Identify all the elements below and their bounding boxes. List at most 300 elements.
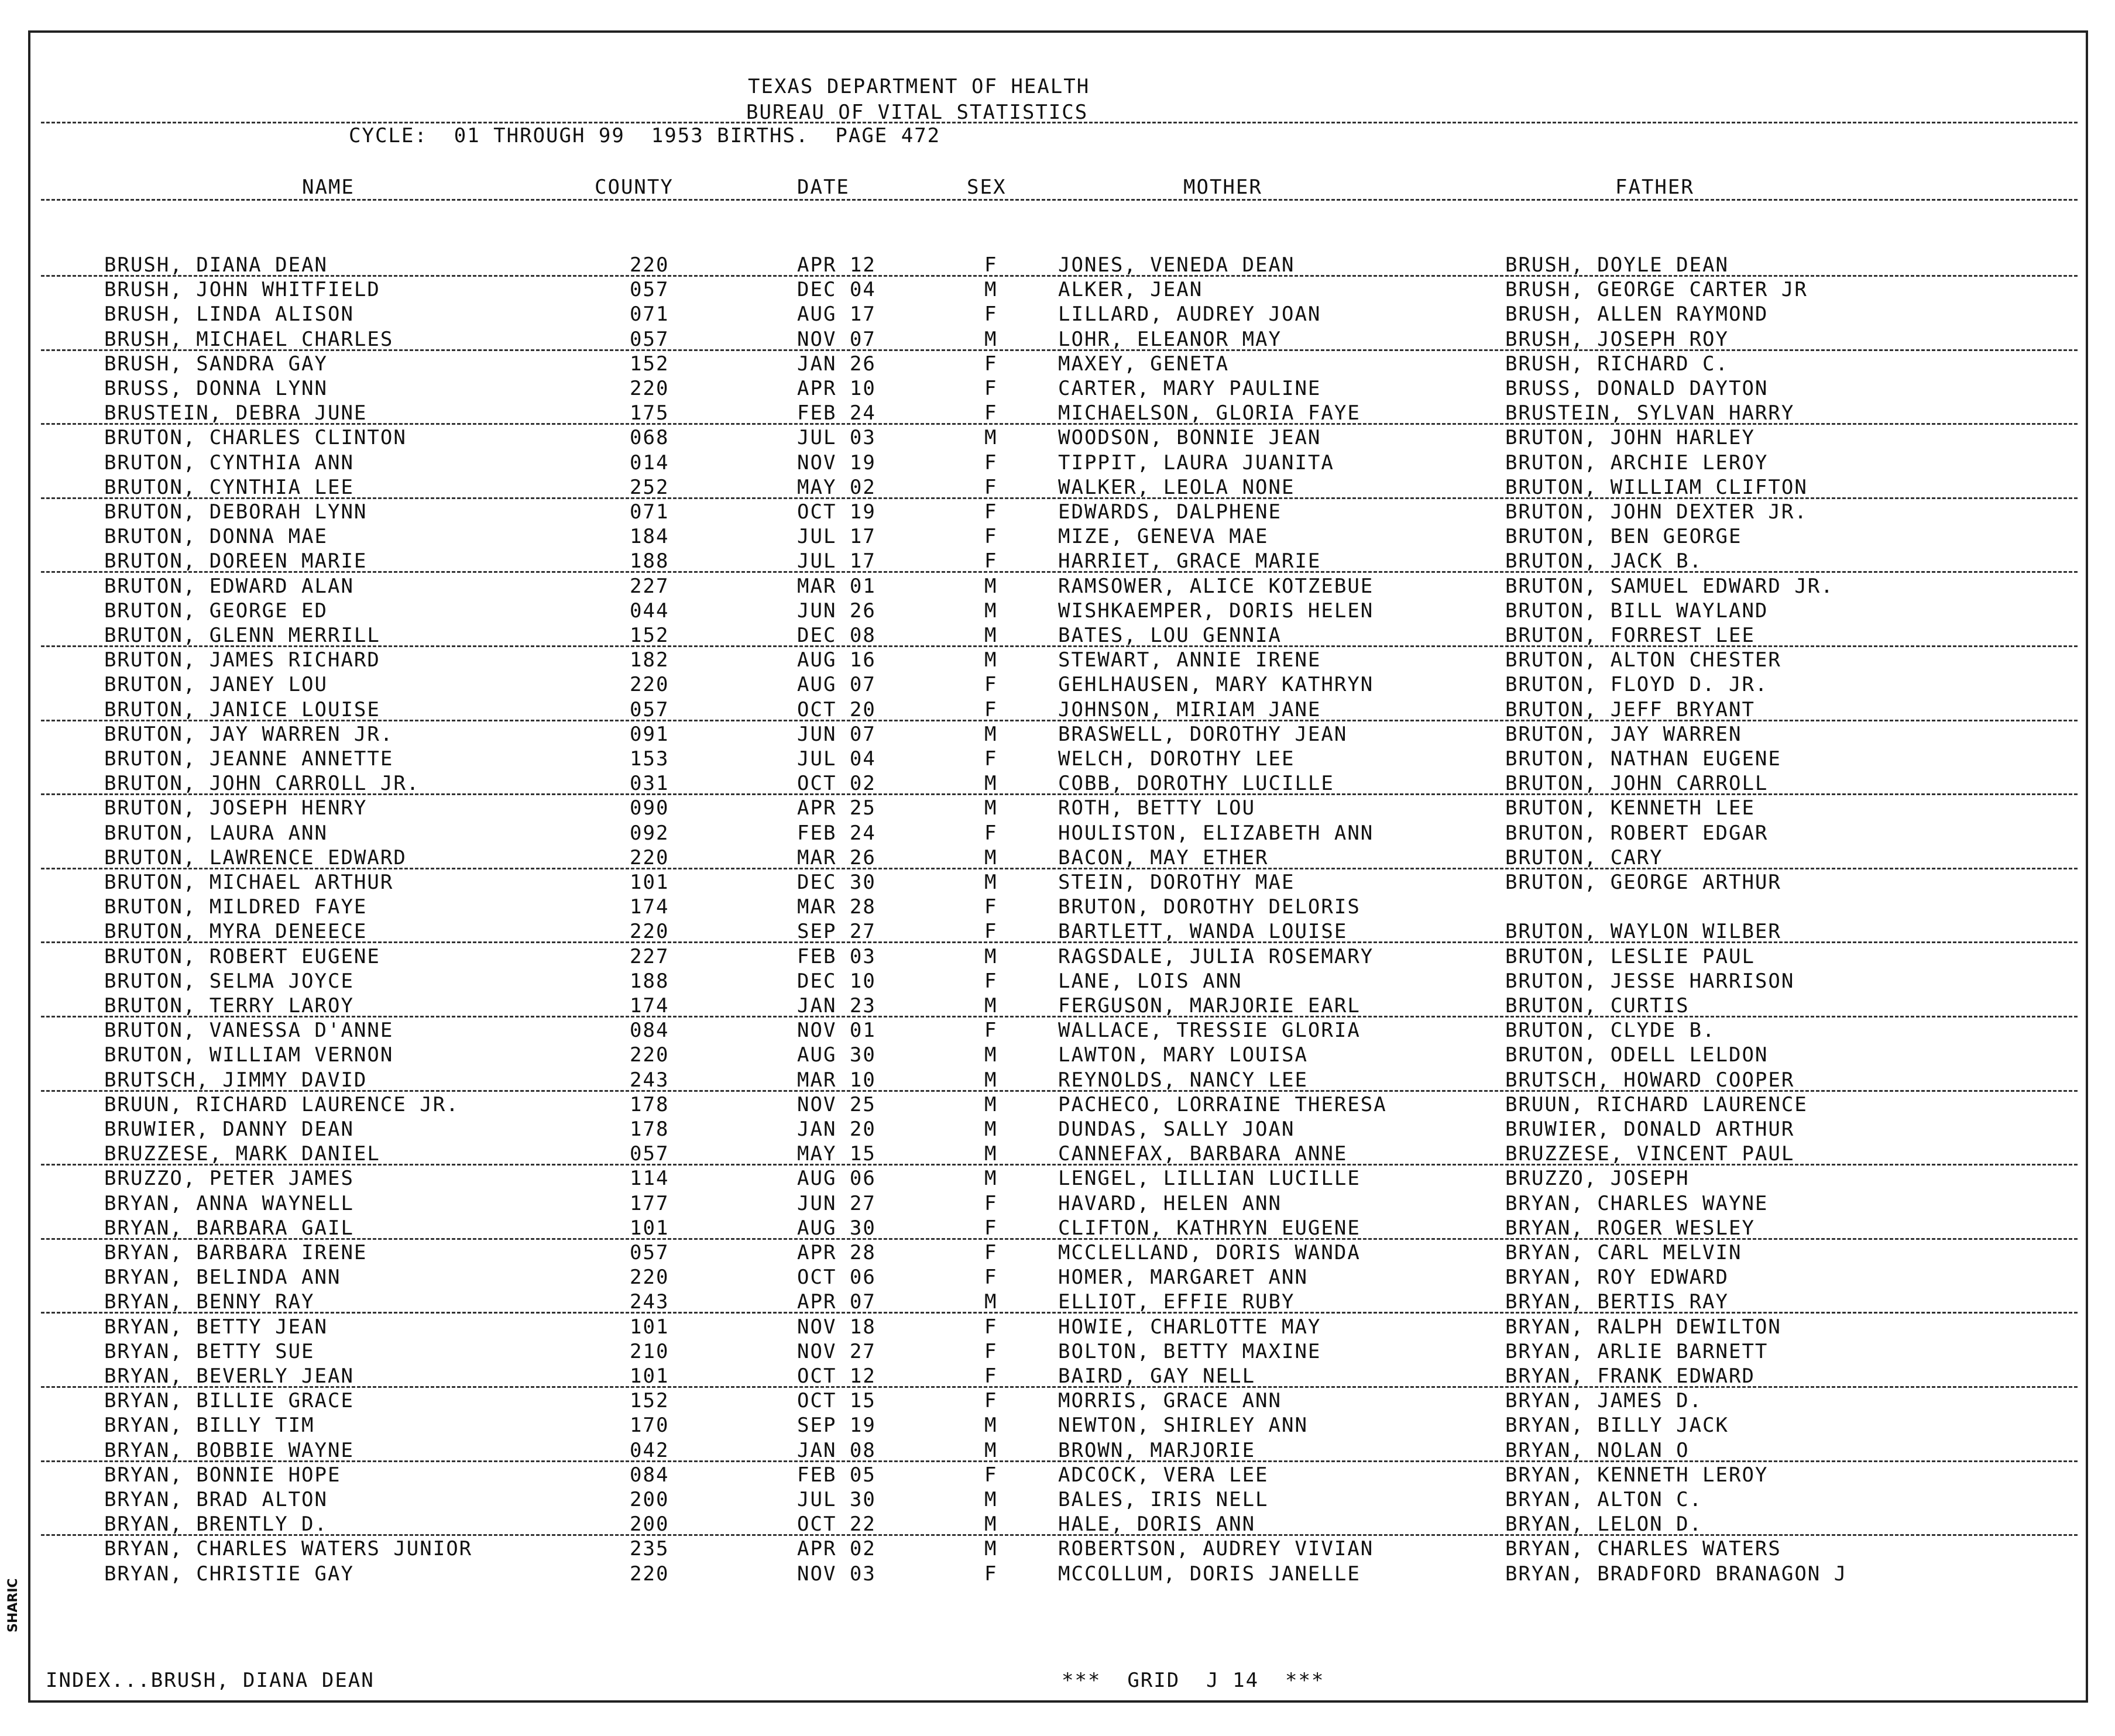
row-group-rule [41, 1238, 2078, 1240]
record-row [0, 1092, 2115, 1117]
record-date: JUN 27 [797, 1192, 876, 1215]
record-date: FEB 24 [797, 401, 876, 425]
record-row [0, 1240, 2115, 1265]
record-date: MAR 01 [797, 575, 876, 598]
record-row [0, 1315, 2115, 1339]
record-mother: TIPPIT, LAURA JUANITA [1058, 451, 1334, 475]
record-father: BRYAN, NOLAN O [1505, 1439, 1690, 1462]
record-date: OCT 22 [797, 1512, 876, 1536]
record-row [0, 944, 2115, 969]
record-name: BRUTON, JOHN CARROLL JR. [104, 772, 420, 795]
record-sex: M [984, 1093, 998, 1116]
record-father: BRUTON, WAYLON WILBER [1505, 920, 1781, 943]
record-mother: REYNOLDS, NANCY LEE [1058, 1068, 1308, 1092]
record-name: BRYAN, BELINDA ANN [104, 1266, 341, 1289]
record-sex: F [984, 352, 998, 376]
record-mother: CARTER, MARY PAULINE [1058, 377, 1321, 400]
grid-footer: *** GRID J 14 *** [1062, 1669, 1325, 1692]
record-name: BRUTON, LAWRENCE EDWARD [104, 846, 407, 869]
record-mother: CANNEFAX, BARBARA ANNE [1058, 1142, 1348, 1166]
record-mother: MAXEY, GENETA [1058, 352, 1230, 376]
record-county: 220 [630, 253, 669, 277]
record-name: BRUTON, VANESSA D'ANNE [104, 1019, 394, 1042]
record-name: BRUTON, CYNTHIA ANN [104, 451, 354, 475]
record-row [0, 697, 2115, 722]
record-date: JAN 08 [797, 1439, 876, 1462]
record-row [0, 1018, 2115, 1043]
record-county: 177 [630, 1192, 669, 1215]
record-mother: HARRIET, GRACE MARIE [1058, 549, 1321, 573]
row-group-rule [41, 497, 2078, 499]
record-row [0, 722, 2115, 747]
record-father: BRUTON, ROBERT EDGAR [1505, 821, 1769, 845]
record-mother: MICHAELSON, GLORIA FAYE [1058, 401, 1361, 425]
record-row [0, 969, 2115, 994]
record-row [0, 672, 2115, 697]
record-county: 170 [630, 1414, 669, 1437]
record-sex: M [984, 426, 998, 449]
record-mother: MCCLELLAND, DORIS WANDA [1058, 1241, 1361, 1264]
record-name: BRUSH, LINDA ALISON [104, 302, 354, 326]
record-sex: F [984, 1019, 998, 1042]
record-father: BRUTON, ODELL LELDON [1505, 1043, 1769, 1067]
record-date: AUG 17 [797, 302, 876, 326]
record-father: BRUTON, GEORGE ARTHUR [1505, 871, 1781, 894]
record-name: BRUTON, CHARLES CLINTON [104, 426, 407, 449]
column-header-date: DATE [797, 176, 850, 199]
record-name: BRUTON, JAMES RICHARD [104, 648, 380, 672]
record-county: 174 [630, 994, 669, 1017]
record-name: BRUTON, MICHAEL ARTHUR [104, 871, 394, 894]
record-sex: M [984, 624, 998, 647]
record-date: JAN 20 [797, 1118, 876, 1141]
record-date: JUL 17 [797, 549, 876, 573]
record-county: 044 [630, 599, 669, 623]
record-county: 057 [630, 1142, 669, 1166]
record-date: SEP 19 [797, 1414, 876, 1437]
record-father: BRUTON, JAY WARREN [1505, 723, 1742, 746]
record-county: 101 [630, 1364, 669, 1388]
record-date: NOV 27 [797, 1340, 876, 1363]
record-mother: MIZE, GENEVA MAE [1058, 525, 1269, 548]
record-name: BRUSH, SANDRA GAY [104, 352, 328, 376]
record-county: 071 [630, 500, 669, 524]
record-mother: BRUTON, DOROTHY DELORIS [1058, 895, 1361, 919]
record-father: BRUSTEIN, SYLVAN HARRY [1505, 401, 1795, 425]
record-father: BRYAN, ARLIE BARNETT [1505, 1340, 1769, 1363]
record-row [0, 994, 2115, 1018]
record-county: 243 [630, 1290, 669, 1314]
record-father: BRUSH, ALLEN RAYMOND [1505, 302, 1769, 326]
record-father: BRUTON, CLYDE B. [1505, 1019, 1716, 1042]
row-group-rule [41, 868, 2078, 869]
record-row [0, 352, 2115, 376]
record-row [0, 1290, 2115, 1314]
record-row [0, 623, 2115, 648]
record-county: 071 [630, 302, 669, 326]
record-sex: F [984, 302, 998, 326]
record-date: DEC 30 [797, 871, 876, 894]
record-row [0, 747, 2115, 771]
record-mother: ROTH, BETTY LOU [1058, 796, 1256, 820]
record-county: 220 [630, 377, 669, 400]
record-county: 153 [630, 747, 669, 771]
record-sex: F [984, 1389, 998, 1412]
record-father: BRUTON, ARCHIE LEROY [1505, 451, 1769, 475]
record-date: MAY 02 [797, 476, 876, 499]
record-sex: F [984, 1266, 998, 1289]
record-county: 152 [630, 624, 669, 647]
record-father: BRUUN, RICHARD LAURENCE [1505, 1093, 1808, 1116]
record-name: BRUTON, WILLIAM VERNON [104, 1043, 394, 1067]
record-sex: F [984, 1562, 998, 1586]
record-row [0, 1487, 2115, 1512]
record-mother: BALES, IRIS NELL [1058, 1488, 1269, 1511]
record-row [0, 599, 2115, 623]
record-name: BRUTON, JANICE LOUISE [104, 698, 380, 721]
record-name: BRYAN, BOBBIE WAYNE [104, 1439, 354, 1462]
record-name: BRUTON, JANEY LOU [104, 673, 328, 696]
record-row [0, 277, 2115, 302]
record-name: BRUTON, ROBERT EUGENE [104, 945, 380, 968]
record-mother: COBB, DOROTHY LUCILLE [1058, 772, 1334, 795]
record-sex: F [984, 1241, 998, 1264]
record-sex: M [984, 772, 998, 795]
record-county: 114 [630, 1167, 669, 1190]
row-group-rule [41, 275, 2078, 277]
record-sex: F [984, 1340, 998, 1363]
record-county: 057 [630, 1241, 669, 1264]
record-row [0, 425, 2115, 450]
record-date: JUL 04 [797, 747, 876, 771]
record-date: MAR 28 [797, 895, 876, 919]
record-row [0, 845, 2115, 870]
record-father: BRUTON, WILLIAM CLIFTON [1505, 476, 1808, 499]
record-father: BRUTSCH, HOWARD COOPER [1505, 1068, 1795, 1092]
record-date: NOV 07 [797, 328, 876, 351]
record-date: MAR 26 [797, 846, 876, 869]
record-county: 235 [630, 1537, 669, 1560]
record-mother: LENGEL, LILLIAN LUCILLE [1058, 1167, 1361, 1190]
record-father: BRUSH, RICHARD C. [1505, 352, 1729, 376]
record-sex: F [984, 673, 998, 696]
record-mother: HAVARD, HELEN ANN [1058, 1192, 1282, 1215]
record-sex: M [984, 599, 998, 623]
record-county: 227 [630, 575, 669, 598]
record-date: JAN 26 [797, 352, 876, 376]
record-mother: RAMSOWER, ALICE KOTZEBUE [1058, 575, 1374, 598]
record-mother: GEHLHAUSEN, MARY KATHRYN [1058, 673, 1374, 696]
record-father: BRYAN, CARL MELVIN [1505, 1241, 1742, 1264]
record-sex: F [984, 1192, 998, 1215]
record-mother: WISHKAEMPER, DORIS HELEN [1058, 599, 1374, 623]
record-row [0, 919, 2115, 944]
record-father: BRUTON, FORREST LEE [1505, 624, 1755, 647]
record-date: AUG 16 [797, 648, 876, 672]
record-sex: F [984, 401, 998, 425]
record-father: BRUTON, ALTON CHESTER [1505, 648, 1781, 672]
bureau-title: BUREAU OF VITAL STATISTICS [746, 101, 1089, 124]
record-date: AUG 30 [797, 1043, 876, 1067]
record-county: 252 [630, 476, 669, 499]
record-name: BRUTSCH, JIMMY DAVID [104, 1068, 368, 1092]
record-father: BRUTON, LESLIE PAUL [1505, 945, 1755, 968]
record-father: BRUTON, JOHN HARLEY [1505, 426, 1755, 449]
record-row [0, 1265, 2115, 1290]
record-name: BRUTON, GEORGE ED [104, 599, 328, 623]
record-sex: M [984, 278, 998, 301]
record-row [0, 1388, 2115, 1413]
record-row [0, 1043, 2115, 1067]
record-county: 220 [630, 1043, 669, 1067]
row-group-rule [41, 423, 2078, 425]
record-date: OCT 12 [797, 1364, 876, 1388]
record-father: BRUTON, BILL WAYLAND [1505, 599, 1769, 623]
record-sex: M [984, 575, 998, 598]
record-row [0, 1166, 2115, 1191]
row-group-rule [41, 793, 2078, 795]
record-row [0, 1142, 2115, 1166]
record-sex: M [984, 846, 998, 869]
row-group-rule [41, 1460, 2078, 1462]
record-name: BRYAN, BARBARA IRENE [104, 1241, 368, 1264]
record-father: BRYAN, JAMES D. [1505, 1389, 1703, 1412]
record-county: 090 [630, 796, 669, 820]
record-mother: WALKER, LEOLA NONE [1058, 476, 1295, 499]
row-group-rule [41, 720, 2078, 721]
record-date: MAR 10 [797, 1068, 876, 1092]
record-county: 031 [630, 772, 669, 795]
record-row [0, 796, 2115, 820]
record-name: BRYAN, BEVERLY JEAN [104, 1364, 354, 1388]
record-sex: M [984, 328, 998, 351]
record-name: BRUTON, TERRY LAROY [104, 994, 354, 1017]
record-father: BRYAN, ROGER WESLEY [1505, 1216, 1755, 1240]
record-date: APR 10 [797, 377, 876, 400]
record-county: 101 [630, 1216, 669, 1240]
record-county: 175 [630, 401, 669, 425]
record-father: BRUSH, GEORGE CARTER JR [1505, 278, 1808, 301]
record-row [0, 500, 2115, 524]
record-sex: M [984, 1290, 998, 1314]
record-date: APR 28 [797, 1241, 876, 1264]
record-county: 057 [630, 278, 669, 301]
record-mother: ELLIOT, EFFIE RUBY [1058, 1290, 1295, 1314]
record-date: APR 25 [797, 796, 876, 820]
record-date: DEC 10 [797, 970, 876, 993]
record-mother: ROBERTSON, AUDREY VIVIAN [1058, 1537, 1374, 1560]
record-county: 200 [630, 1488, 669, 1511]
record-father: BRYAN, CHARLES WATERS [1505, 1537, 1781, 1560]
record-father: BRYAN, LELON D. [1505, 1512, 1703, 1536]
record-county: 057 [630, 328, 669, 351]
record-row [0, 451, 2115, 475]
record-sex: M [984, 1512, 998, 1536]
record-date: FEB 03 [797, 945, 876, 968]
record-date: JUN 26 [797, 599, 876, 623]
record-row [0, 302, 2115, 326]
record-name: BRUTON, MILDRED FAYE [104, 895, 368, 919]
record-name: BRUTON, EDWARD ALAN [104, 575, 354, 598]
row-group-rule [41, 1016, 2078, 1017]
record-date: AUG 30 [797, 1216, 876, 1240]
record-mother: BACON, MAY ETHER [1058, 846, 1269, 869]
row-group-rule [41, 1534, 2078, 1536]
record-mother: EDWARDS, DALPHENE [1058, 500, 1282, 524]
record-mother: WELCH, DOROTHY LEE [1058, 747, 1295, 771]
record-name: BRUWIER, DANNY DEAN [104, 1118, 354, 1141]
record-name: BRYAN, ANNA WAYNELL [104, 1192, 354, 1215]
record-name: BRYAN, BETTY SUE [104, 1340, 315, 1363]
column-header-county: COUNTY [595, 176, 674, 199]
header-rule-top [41, 122, 2078, 123]
record-sex: M [984, 994, 998, 1017]
record-name: BRUTON, DOREEN MARIE [104, 549, 368, 573]
index-footer: INDEX...BRUSH, DIANA DEAN [46, 1669, 375, 1692]
record-father: BRUTON, SAMUEL EDWARD JR. [1505, 575, 1834, 598]
agency-title: TEXAS DEPARTMENT OF HEALTH [748, 75, 1090, 98]
record-name: BRUUN, RICHARD LAURENCE JR. [104, 1093, 459, 1116]
record-date: OCT 15 [797, 1389, 876, 1412]
record-mother: BOLTON, BETTY MAXINE [1058, 1340, 1321, 1363]
record-father: BRUTON, JESSE HARRISON [1505, 970, 1795, 993]
record-date: OCT 19 [797, 500, 876, 524]
record-row [0, 1536, 2115, 1561]
record-name: BRYAN, BONNIE HOPE [104, 1463, 341, 1487]
record-mother: LAWTON, MARY LOUISA [1058, 1043, 1308, 1067]
record-father: BRYAN, BRADFORD BRANAGON J [1505, 1562, 1848, 1586]
record-father: BRUTON, CARY [1505, 846, 1663, 869]
record-mother: STEIN, DOROTHY MAE [1058, 871, 1295, 894]
record-father: BRUTON, JOHN DEXTER JR. [1505, 500, 1808, 524]
record-name: BRUTON, CYNTHIA LEE [104, 476, 354, 499]
record-sex: F [984, 920, 998, 943]
record-county: 178 [630, 1093, 669, 1116]
record-name: BRUTON, LAURA ANN [104, 821, 328, 845]
record-row [0, 1438, 2115, 1463]
row-group-rule [41, 941, 2078, 943]
record-row [0, 1216, 2115, 1240]
record-name: BRUZZO, PETER JAMES [104, 1167, 354, 1190]
record-county: 243 [630, 1068, 669, 1092]
record-county: 084 [630, 1463, 669, 1487]
record-row [0, 253, 2115, 277]
record-county: 220 [630, 1266, 669, 1289]
record-row [0, 648, 2115, 672]
record-name: BRUSS, DONNA LYNN [104, 377, 328, 400]
record-name: BRUSH, DIANA DEAN [104, 253, 328, 277]
row-group-rule [41, 1090, 2078, 1092]
header-rule-bottom [41, 199, 2078, 201]
column-header-father: FATHER [1615, 176, 1694, 199]
record-county: 182 [630, 648, 669, 672]
record-mother: BAIRD, GAY NELL [1058, 1364, 1256, 1388]
record-date: NOV 18 [797, 1315, 876, 1339]
record-sex: M [984, 1488, 998, 1511]
record-county: 220 [630, 846, 669, 869]
record-father: BRYAN, BERTIS RAY [1505, 1290, 1729, 1314]
record-name: BRUTON, JAY WARREN JR. [104, 723, 394, 746]
record-county: 188 [630, 549, 669, 573]
record-row [0, 1512, 2115, 1536]
cycle-line: CYCLE: 01 THROUGH 99 1953 BIRTHS. PAGE 472 [349, 124, 941, 147]
record-date: JUL 17 [797, 525, 876, 548]
record-date: NOV 19 [797, 451, 876, 475]
record-father: BRYAN, ROY EDWARD [1505, 1266, 1729, 1289]
record-mother: LILLARD, AUDREY JOAN [1058, 302, 1321, 326]
record-row [0, 524, 2115, 549]
record-sex: F [984, 253, 998, 277]
record-father: BRUTON, JEFF BRYANT [1505, 698, 1755, 721]
record-date: NOV 03 [797, 1562, 876, 1586]
record-name: BRUZZESE, MARK DANIEL [104, 1142, 380, 1166]
record-father: BRUTON, CURTIS [1505, 994, 1690, 1017]
record-county: 210 [630, 1340, 669, 1363]
record-father: BRYAN, FRANK EDWARD [1505, 1364, 1755, 1388]
row-group-rule [41, 1164, 2078, 1166]
record-county: 014 [630, 451, 669, 475]
record-mother: HALE, DORIS ANN [1058, 1512, 1256, 1536]
record-date: APR 07 [797, 1290, 876, 1314]
record-row [0, 401, 2115, 425]
record-name: BRUTON, DONNA MAE [104, 525, 328, 548]
record-county: 152 [630, 352, 669, 376]
row-group-rule [41, 571, 2078, 573]
record-sex: F [984, 1216, 998, 1240]
record-sex: F [984, 821, 998, 845]
record-name: BRUTON, GLENN MERRILL [104, 624, 380, 647]
record-sex: F [984, 747, 998, 771]
record-county: 057 [630, 698, 669, 721]
record-sex: M [984, 796, 998, 820]
record-county: 227 [630, 945, 669, 968]
record-father: BRYAN, RALPH DEWILTON [1505, 1315, 1781, 1339]
record-sex: M [984, 1439, 998, 1462]
side-label: SHARIC [6, 1578, 20, 1632]
record-name: BRYAN, BARBARA GAIL [104, 1216, 354, 1240]
record-date: DEC 04 [797, 278, 876, 301]
record-sex: M [984, 648, 998, 672]
record-county: 220 [630, 920, 669, 943]
record-sex: M [984, 1142, 998, 1166]
record-sex: F [984, 1364, 998, 1388]
record-row [0, 771, 2115, 796]
record-sex: F [984, 1315, 998, 1339]
record-row [0, 1463, 2115, 1487]
record-sex: F [984, 895, 998, 919]
record-date: SEP 27 [797, 920, 876, 943]
record-name: BRYAN, CHRISTIE GAY [104, 1562, 354, 1586]
record-father: BRYAN, BILLY JACK [1505, 1414, 1729, 1437]
record-sex: F [984, 476, 998, 499]
record-name: BRYAN, BRENTLY D. [104, 1512, 328, 1536]
record-mother: HOWIE, CHARLOTTE MAY [1058, 1315, 1321, 1339]
column-header-name: NAME [302, 176, 355, 199]
record-county: 084 [630, 1019, 669, 1042]
record-father: BRUTON, JOHN CARROLL [1505, 772, 1769, 795]
record-date: JUL 03 [797, 426, 876, 449]
record-date: JUN 07 [797, 723, 876, 746]
record-date: APR 02 [797, 1537, 876, 1560]
record-date: NOV 25 [797, 1093, 876, 1116]
record-mother: ALKER, JEAN [1058, 278, 1203, 301]
record-row [0, 895, 2115, 919]
record-father: BRUSH, JOSEPH ROY [1505, 328, 1729, 351]
record-name: BRYAN, BETTY JEAN [104, 1315, 328, 1339]
record-name: BRYAN, BILLY TIM [104, 1414, 315, 1437]
record-county: 178 [630, 1118, 669, 1141]
record-row [0, 870, 2115, 895]
